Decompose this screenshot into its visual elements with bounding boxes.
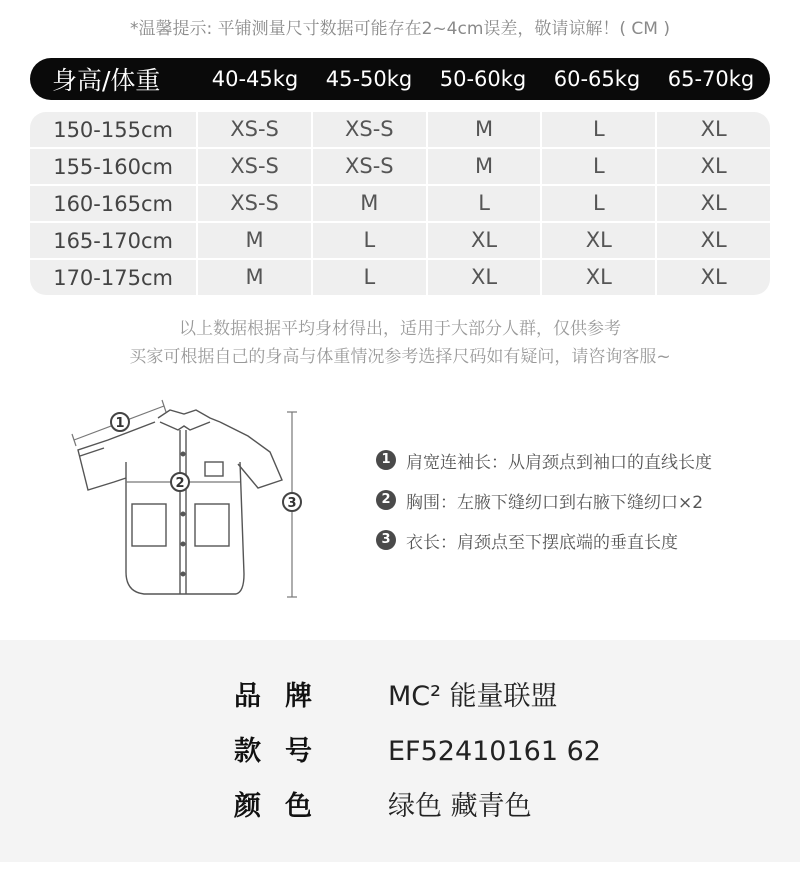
model-label: 款号 [234,736,336,767]
bottom-strip [0,862,800,880]
size-cell: XL [426,260,541,295]
legend-item [376,480,712,520]
legend-number-icon: 2 [376,490,396,510]
model-value: EF52410161 62 [388,736,601,767]
size-cell: XS-S [196,149,311,184]
size-cell: XL [426,223,541,258]
weight-header: 45-50kg [325,67,413,91]
size-cell: XL [655,223,770,258]
measurement-legend [376,440,712,560]
size-cell: L [540,186,655,221]
weight-header: 50-60kg [439,67,527,91]
size-cell: M [311,186,426,221]
size-cell: M [196,260,311,295]
size-cell: L [311,223,426,258]
table-row [30,149,770,186]
legend-number-icon: 3 [376,530,396,550]
height-cell: 155-160cm [53,154,173,179]
reference-note: 买家可根据自己的身高与体重情况参考选择尺码如有疑问，请咨询客服~ [129,347,671,367]
height-cell: 165-170cm [53,228,173,253]
table-row [30,112,770,149]
size-cell: XL [655,186,770,221]
size-cell: XS-S [311,112,426,147]
color-row [0,782,800,832]
height-cell: 150-155cm [53,117,173,142]
marker-1-icon [111,413,129,431]
size-cell: L [311,260,426,295]
legend-item [376,440,712,480]
size-cell: XL [655,149,770,184]
size-cell: XS-S [196,186,311,221]
size-chart-body [30,112,770,295]
reference-note: 以上数据根据平均身材得出，适用于大部分人群，仅供参考 [179,319,621,339]
size-cell: XL [540,223,655,258]
garment-measurement-diagram [60,392,320,607]
marker-label: 2 [175,476,185,491]
size-cell: M [426,149,541,184]
header-corner-label: 身高/体重 [52,66,161,95]
size-cell: L [540,149,655,184]
size-cell: XS-S [311,149,426,184]
size-cell: XL [540,260,655,295]
size-chart-table [30,58,770,295]
weight-header: 65-70kg [667,67,755,91]
marker-3-icon [283,493,301,511]
brand-row [0,672,800,722]
weight-header: 40-45kg [211,67,299,91]
size-cell: XS-S [196,112,311,147]
shirt-outline-icon [60,392,320,607]
brand-value: MC² 能量联盟 [388,681,558,712]
marker-label: 3 [287,496,297,511]
height-cell: 170-175cm [53,265,173,290]
measurement-notice: *温馨提示: 平铺测量尺寸数据可能存在2~4cm误差，敬请谅解！( CM ) [129,19,671,39]
brand-label: 品牌 [234,681,336,712]
marker-2-icon [171,473,189,491]
legend-text: 衣长：肩颈点至下摆底端的垂直长度 [406,532,678,553]
size-cell: L [426,186,541,221]
product-info-panel [0,640,800,862]
table-row [30,260,770,295]
size-cell: M [426,112,541,147]
size-cell: L [540,112,655,147]
legend-text: 胸围：左腋下缝纫口到右腋下缝纫口×2 [406,492,704,513]
size-cell: M [196,223,311,258]
color-label: 颜色 [234,791,336,822]
table-row [30,223,770,260]
legend-item [376,520,712,560]
legend-text: 肩宽连袖长：从肩颈点到袖口的直线长度 [406,452,712,473]
legend-number-icon: 1 [376,450,396,470]
size-chart-header [30,58,770,100]
marker-label: 1 [115,416,125,431]
color-value: 绿色 藏青色 [388,791,532,822]
table-row [30,186,770,223]
size-cell: XL [655,260,770,295]
weight-header: 60-65kg [553,67,641,91]
height-cell: 160-165cm [53,191,173,216]
size-cell: XL [655,112,770,147]
model-row [0,727,800,777]
